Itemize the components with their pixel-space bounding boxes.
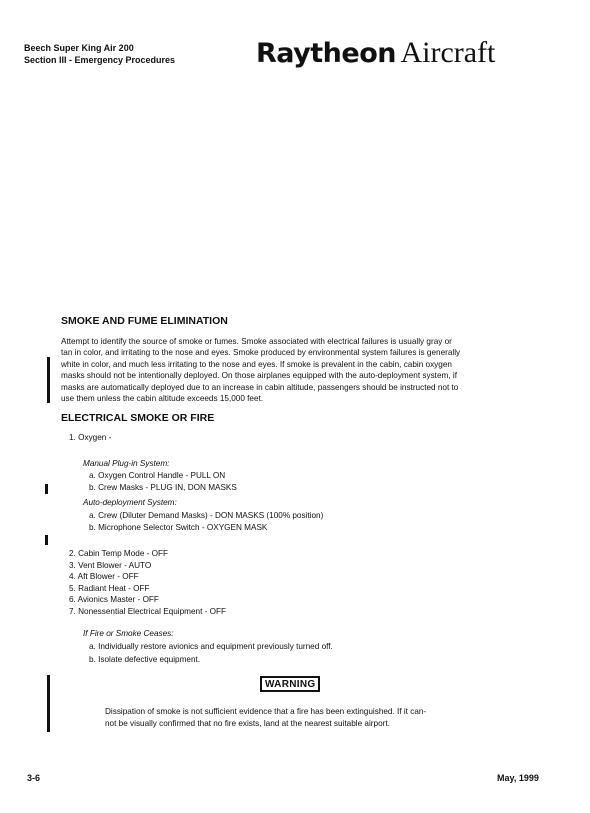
warning-line: not be visually confirmed that no fire exists, land at the nearest suitable airport.	[105, 718, 390, 728]
logo-sub: Aircraft	[400, 36, 496, 69]
header-aircraft: Beech Super King Air 200	[24, 43, 134, 53]
revision-bar	[45, 535, 48, 545]
step-oxygen: 1. Oxygen -	[69, 433, 112, 442]
electrical-heading: ELECTRICAL SMOKE OR FIRE	[61, 412, 215, 424]
procedure-steps	[69, 548, 226, 618]
warning-badge: WARNING	[260, 676, 320, 692]
header-section: Section III - Emergency Procedures	[24, 55, 176, 65]
paragraph-line: tan in color, and irritating to the nose and eyes. Smoke produced by environmental system failures is generally	[61, 348, 461, 358]
raytheon-logo	[256, 36, 495, 70]
list-item: 2. Cabin Temp Mode - OFF	[69, 549, 169, 558]
smoke-heading: SMOKE AND FUME ELIMINATION	[61, 315, 228, 327]
list-item: 7. Nonessential Electrical Equipment - OFF	[69, 606, 226, 616]
paragraph-line: use them unless the cabin altitude exceeds 15,000 feet.	[61, 394, 264, 404]
auto-system-heading: Auto-deployment System:	[83, 498, 177, 507]
revision-bar	[45, 484, 48, 494]
manual-step-b: b. Crew Masks - PLUG IN, DON MASKS	[89, 483, 237, 492]
page-number: 3-6	[27, 773, 41, 783]
list-item: 5. Radiant Heat - OFF	[69, 583, 150, 593]
cease-step-b: b. Isolate defective equipment.	[89, 655, 201, 664]
revision-date: May, 1999	[497, 773, 539, 783]
revision-bar	[47, 675, 50, 732]
smoke-paragraph	[61, 336, 504, 404]
warning-line: Dissipation of smoke is not sufficient evidence that a fire has been extinguished. If it can-	[105, 707, 427, 716]
paragraph-line: Attempt to identify the source of smoke or fumes. Smoke associated with electrical failures is usually gray or	[61, 337, 452, 346]
logo-brand: Raytheon	[256, 38, 396, 69]
manual-step-a: a. Oxygen Control Handle - PULL ON	[89, 471, 226, 480]
warning-text	[105, 706, 470, 729]
cease-heading: If Fire or Smoke Ceases:	[83, 629, 174, 638]
list-item: 3. Vent Blower - AUTO	[69, 560, 152, 570]
paragraph-line: masks should not be intentionally deployed. On those airplanes equipped with the auto-deployment system, if	[61, 371, 457, 381]
paragraph-line: white in color, and much less irritating to the nose and eyes. If smoke is prevalent in the cabin, cabin oxygen	[61, 359, 452, 369]
manual-system-heading: Manual Plug-in System:	[83, 459, 170, 468]
list-item: 6. Avionics Master - OFF	[69, 595, 159, 605]
cease-step-a: a. Individually restore avionics and equipment previously turned off.	[89, 642, 333, 651]
auto-step-b: b. Microphone Selector Switch - OXYGEN MASK	[89, 523, 268, 532]
paragraph-line: masks are automatically deployed due to an increase in cabin altitude, passengers should be instructed not to	[61, 382, 459, 392]
auto-step-a: a. Crew (Diluter Demand Masks) - DON MASKS (100% position)	[89, 511, 324, 520]
list-item: 4. Aft Blower - OFF	[69, 572, 139, 582]
revision-bar	[47, 357, 50, 403]
header-title	[24, 42, 175, 66]
